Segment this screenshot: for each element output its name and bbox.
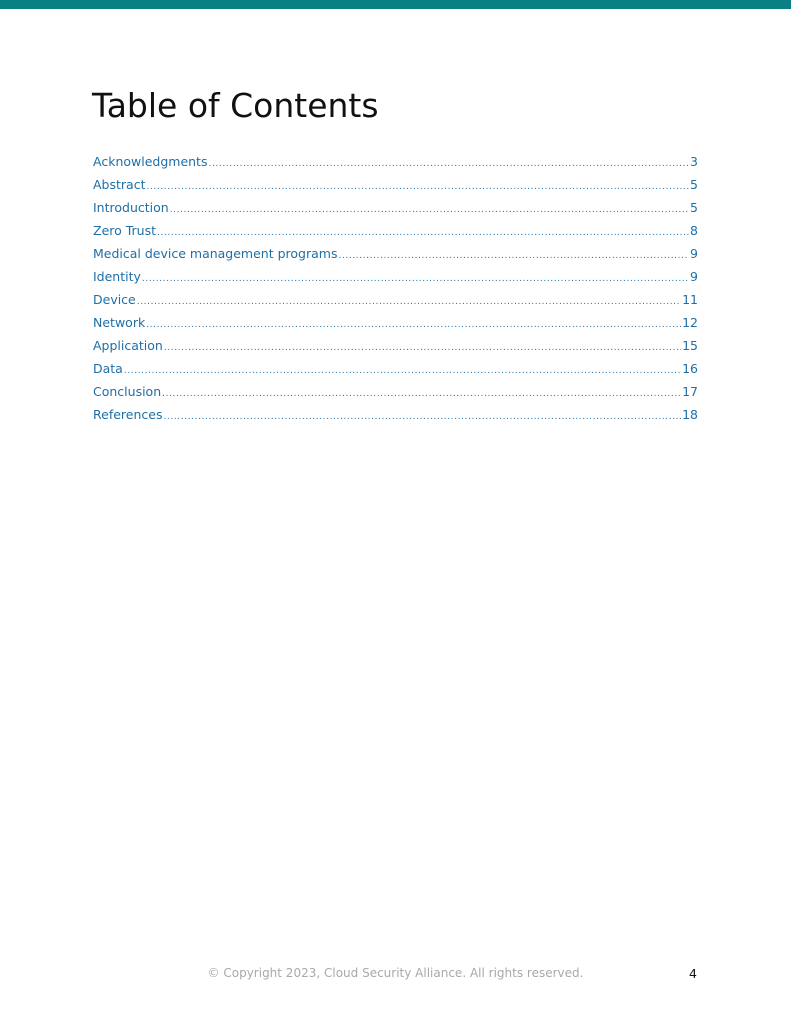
toc-entry-page: 3 (690, 154, 698, 169)
toc-dot-leader (164, 337, 681, 360)
footer-page-number: 4 (689, 966, 697, 981)
toc-entry-zero-trust[interactable] (93, 219, 698, 242)
toc-dot-leader (170, 199, 689, 222)
page-title: Table of Contents (92, 86, 379, 125)
footer-copyright: © Copyright 2023, Cloud Security Alliance. All rights reserved. (207, 966, 584, 980)
toc-entry-page: 9 (690, 269, 698, 284)
toc-entry-acknowledgments[interactable] (93, 150, 698, 173)
toc-entry-label: Network (93, 315, 146, 330)
toc-entry-page: 5 (690, 200, 698, 215)
toc-entry-data[interactable] (93, 357, 698, 380)
toc-entry-label: Zero Trust (93, 223, 157, 238)
toc-entry-network[interactable] (93, 311, 698, 334)
toc-dot-leader (146, 314, 681, 337)
toc-entry-page: 17 (682, 384, 698, 399)
toc-entry-label: Device (93, 292, 136, 307)
toc-entry-page: 18 (682, 407, 698, 422)
toc-entry-abstract[interactable] (93, 173, 698, 196)
toc-entry-label: Medical device management programs (93, 246, 338, 261)
toc-entry-page: 16 (682, 361, 698, 376)
toc-entry-application[interactable] (93, 334, 698, 357)
top-accent-bar (0, 0, 791, 9)
toc-entry-label: Conclusion (93, 384, 162, 399)
toc-dot-leader (146, 176, 689, 199)
table-of-contents (93, 150, 698, 426)
toc-dot-leader (124, 360, 681, 383)
toc-entry-page: 8 (690, 223, 698, 238)
toc-dot-leader (208, 153, 689, 176)
toc-entry-label: Introduction (93, 200, 169, 215)
toc-entry-page: 11 (682, 292, 698, 307)
toc-dot-leader (163, 406, 681, 429)
toc-entry-label: References (93, 407, 163, 422)
toc-entry-introduction[interactable] (93, 196, 698, 219)
toc-entry-conclusion[interactable] (93, 380, 698, 403)
toc-dot-leader (137, 291, 681, 314)
toc-entry-label: Identity (93, 269, 141, 284)
toc-entry-label: Acknowledgments (93, 154, 208, 169)
toc-entry-page: 9 (690, 246, 698, 261)
toc-entry-label: Data (93, 361, 123, 376)
toc-dot-leader (338, 245, 689, 268)
toc-dot-leader (162, 383, 681, 406)
toc-entry-references[interactable] (93, 403, 698, 426)
toc-entry-page: 15 (682, 338, 698, 353)
toc-entry-identity[interactable] (93, 265, 698, 288)
toc-entry-page: 12 (682, 315, 698, 330)
toc-entry-label: Abstract (93, 177, 146, 192)
toc-entry-label: Application (93, 338, 163, 353)
toc-entry-page: 5 (690, 177, 698, 192)
toc-entry-device[interactable] (93, 288, 698, 311)
toc-entry-medical-device-management-programs[interactable] (93, 242, 698, 265)
toc-dot-leader (142, 268, 689, 291)
